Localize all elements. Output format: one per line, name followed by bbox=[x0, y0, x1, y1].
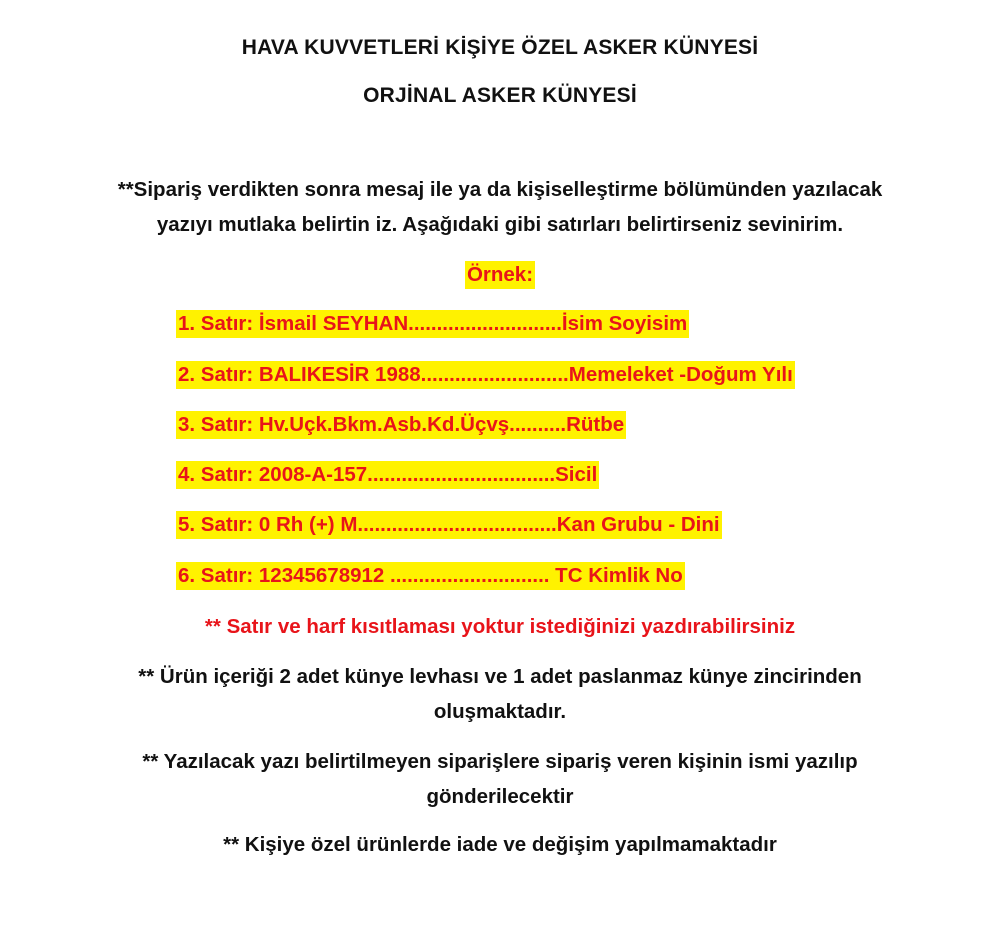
no-limit-note: ** Satır ve harf kısıtlaması yoktur istediğinizi yazdırabilirsiniz bbox=[204, 615, 796, 638]
contents-note-line-2: oluşmaktadır. bbox=[433, 700, 567, 723]
example-row-text: 6. Satır: 12345678912 ............................ TC Kimlik No bbox=[176, 562, 685, 590]
example-row-5 bbox=[176, 513, 722, 537]
example-row-4 bbox=[176, 463, 599, 487]
intro-line-2: yazıyı mutlaka belirtin iz. Aşağıdaki gibi satırları belirtirseniz sevinirim. bbox=[156, 213, 844, 236]
contents-note-line-1: ** Ürün içeriği 2 adet künye levhası ve 1 adet paslanmaz künye zincirinden bbox=[138, 665, 862, 688]
example-row-text: 5. Satır: 0 Rh (+) M...................................Kan Grubu - Dini bbox=[176, 511, 722, 539]
example-row-text: 2. Satır: BALIKESİR 1988..........................Memeleket -Doğum Yılı bbox=[176, 361, 795, 389]
page-subtitle: ORJİNAL ASKER KÜNYESİ bbox=[363, 84, 637, 107]
example-row-6 bbox=[176, 564, 685, 588]
unspecified-note-line-2: gönderilecektir bbox=[426, 785, 574, 808]
example-row-1 bbox=[176, 312, 689, 336]
example-row-text: 1. Satır: İsmail SEYHAN...........................İsim Soyisim bbox=[176, 310, 689, 338]
example-row-2 bbox=[176, 363, 795, 387]
page-title: HAVA KUVVETLERİ KİŞİYE ÖZEL ASKER KÜNYESİ bbox=[241, 36, 759, 59]
unspecified-note-line-1: ** Yazılacak yazı belirtilmeyen siparişlere sipariş veren kişinin ismi yazılıp bbox=[142, 750, 858, 773]
example-row-3 bbox=[176, 413, 626, 437]
no-return-note: ** Kişiye özel ürünlerde iade ve değişim yapılmamaktadır bbox=[223, 833, 777, 856]
example-row-text: 3. Satır: Hv.Uçk.Bkm.Asb.Kd.Üçvş..........Rütbe bbox=[176, 411, 626, 439]
intro-line-1: **Sipariş verdikten sonra mesaj ile ya da kişiselleştirme bölümünden yazılacak bbox=[117, 178, 883, 201]
example-row-text: 4. Satır: 2008-A-157.................................Sicil bbox=[176, 461, 599, 489]
example-label-text: Örnek: bbox=[465, 261, 535, 289]
example-label bbox=[0, 262, 1000, 288]
